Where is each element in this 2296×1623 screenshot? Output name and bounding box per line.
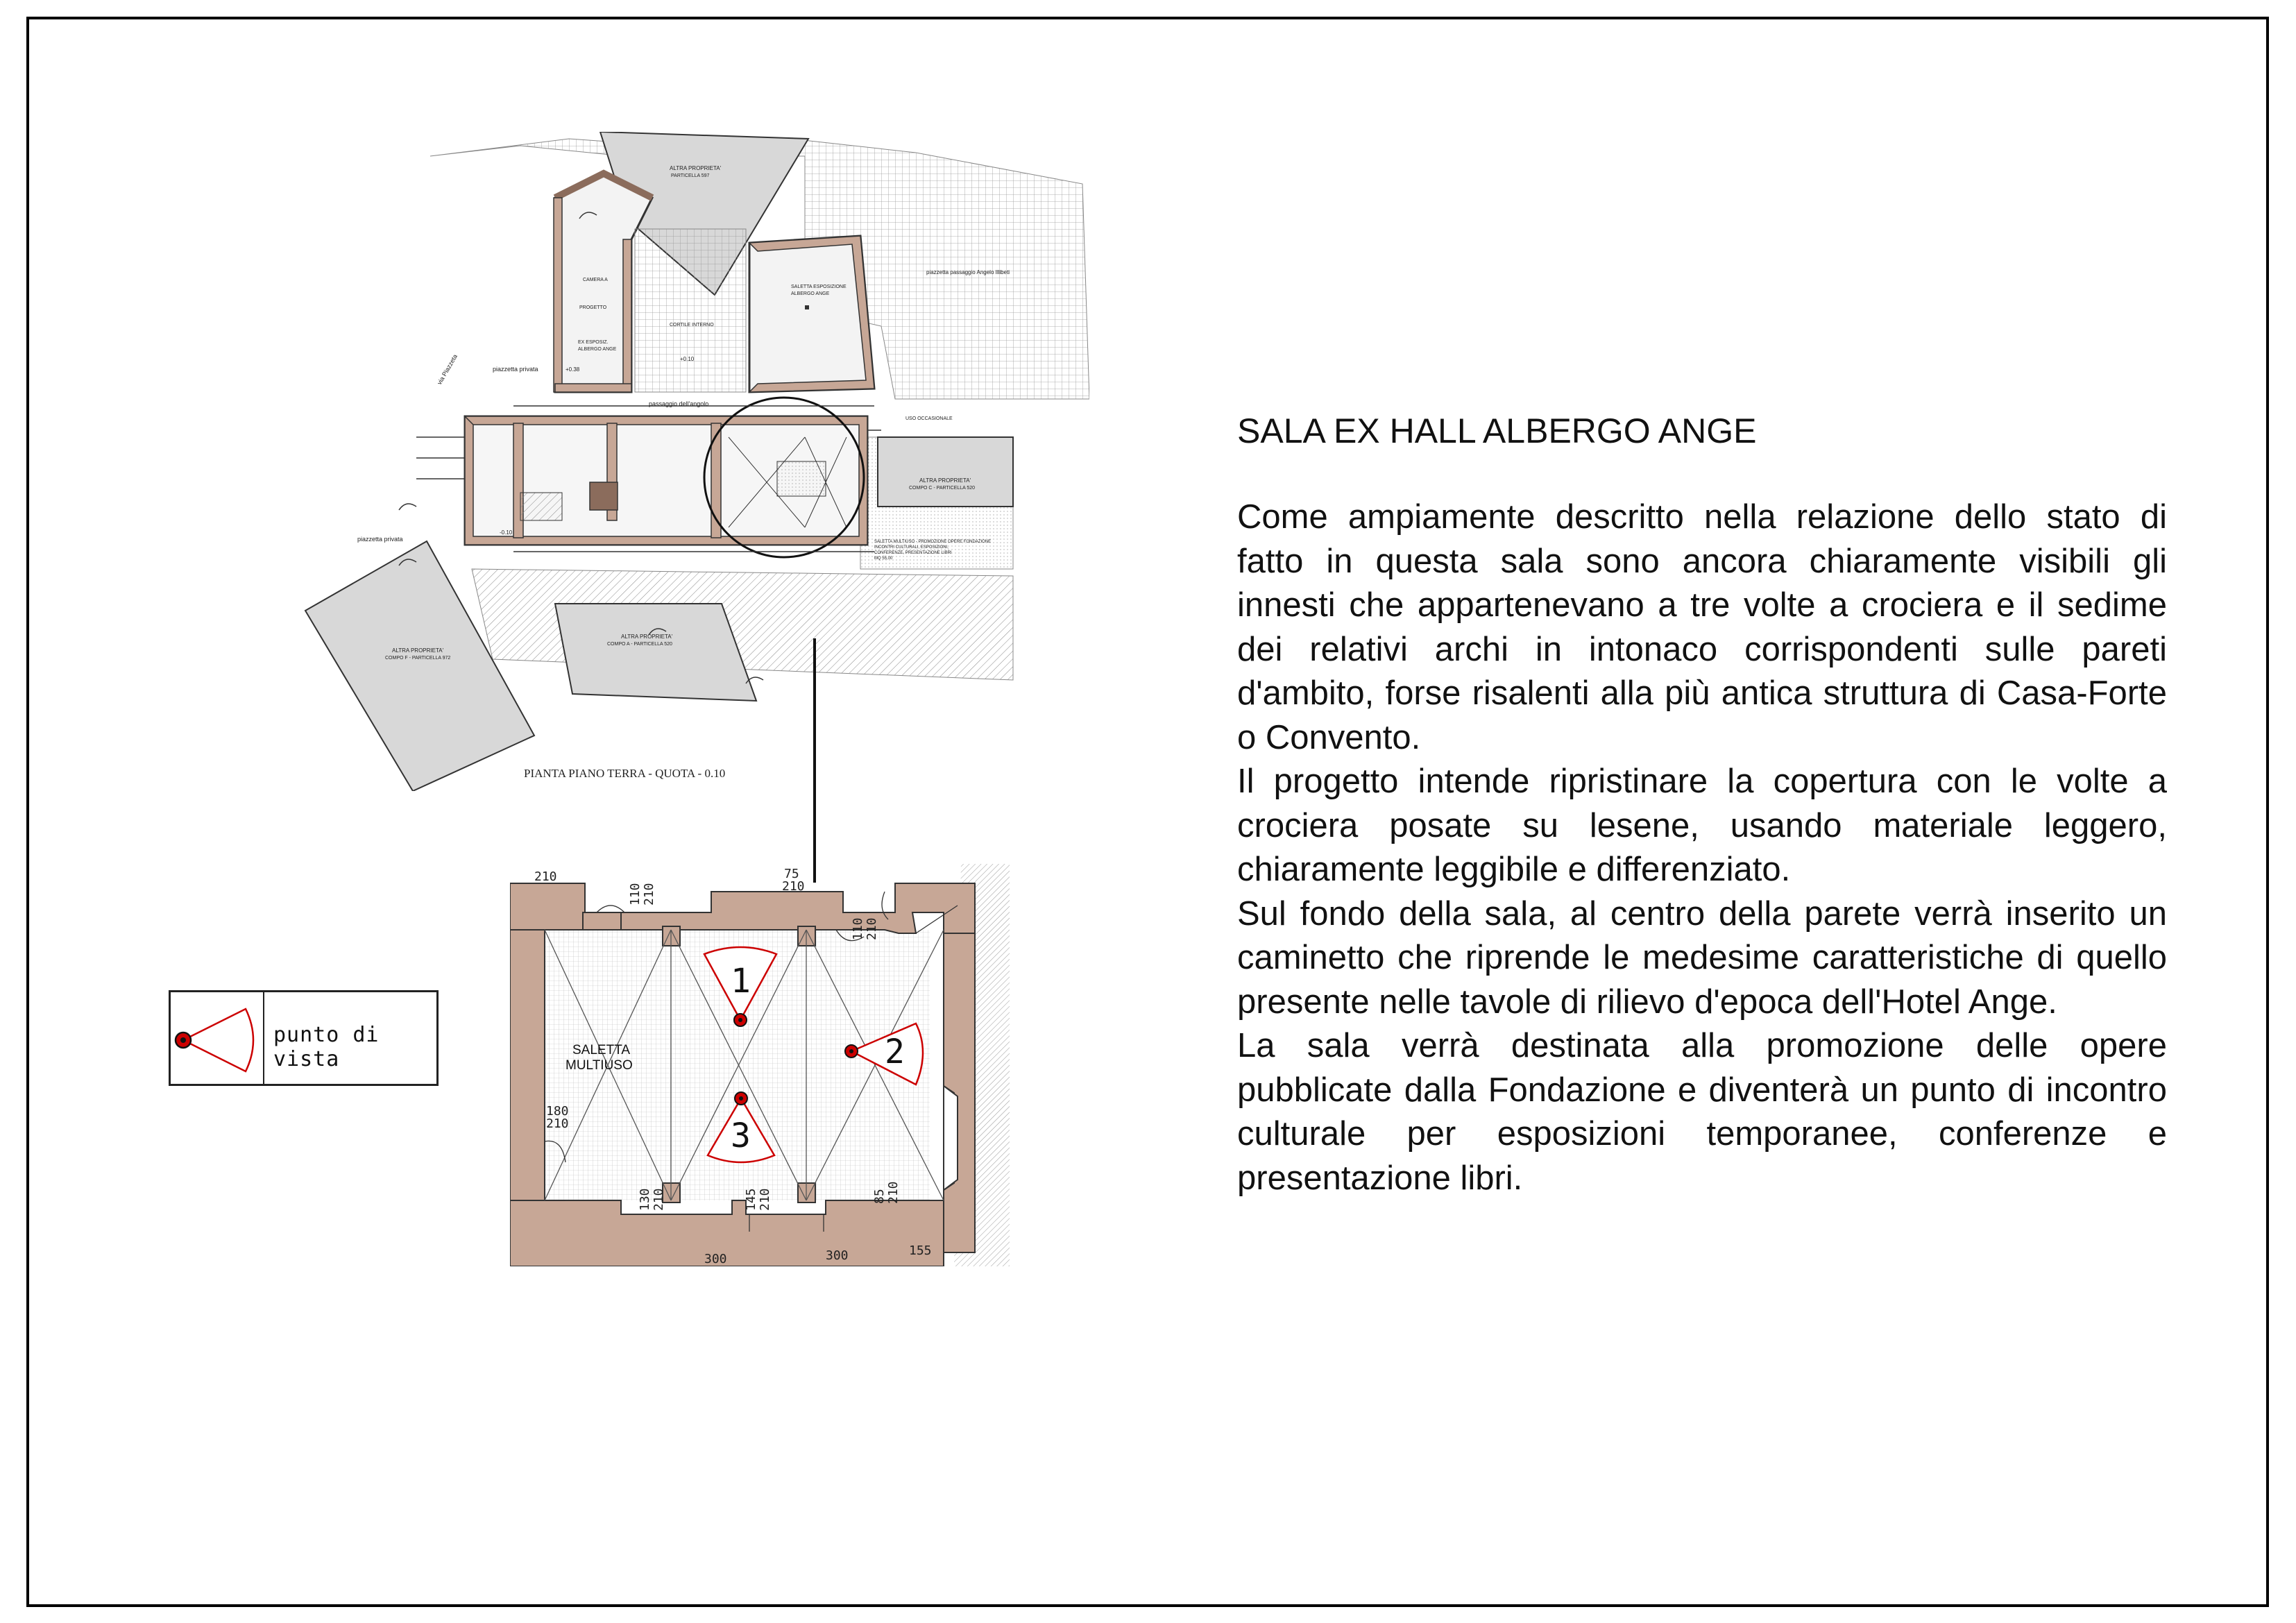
label-saletta-1: SALETTA MULTIUSO - PROMOZIONE OPERE FONDAZIONE (874, 540, 992, 544)
label-piazzetta-top: piazzetta passaggio Angelo Illibeti (926, 269, 1010, 275)
label-comp-a: COMPO A - PARTICELLA 520 (607, 642, 672, 647)
dim-210-b: 210 (642, 883, 656, 906)
label-cortile: CORTILE INTERNO (670, 323, 714, 328)
label-comp-f: COMPO F - PARTICELLA 972 (385, 656, 451, 661)
legend-divider (263, 992, 264, 1084)
paragraph-1: Come ampiamente descritto nella relazione dello stato di fatto in questa sala sono ancora chiaramente visibili gli innesti che appartenevano a tre volte a crociera e il sedime dei relativi archi in intonaco corrispondenti sulle pareti d'ambito, forse risalenti alla più antica struttura di Casa-Forte o Convento. (1237, 498, 2167, 756)
label-saletta-sup: MQ 55,00 (874, 556, 893, 561)
label-progetto: PROGETTO (579, 305, 607, 310)
description-text (1237, 495, 2167, 1200)
paragraph-2: Il progetto intende ripristinare la copertura con le volte a crociera posate su lesene, usando materiale leggero, chiaramente leggibile e differenziato. (1237, 763, 2167, 888)
dim-210-a: 210 (534, 869, 557, 884)
site-plan-ground-floor (291, 132, 1089, 791)
label-quota-3: -0.10 (500, 529, 513, 536)
room-label-line-1: SALETTA (572, 1043, 631, 1057)
label-quota-2: +0.10 (680, 356, 695, 362)
label-via: via Piazzeta (436, 352, 459, 386)
room-label-line-2: MULTIUSO (566, 1058, 633, 1073)
dim-210-h: 210 (652, 1188, 666, 1211)
dim-145: 145 (744, 1188, 758, 1211)
dim-130: 130 (638, 1188, 652, 1211)
label-ex-sezione: EX ESPOSIZ. (578, 340, 609, 345)
label-albergo: ALBERGO ANGE (578, 347, 617, 352)
viewpoint-legend-icon (171, 992, 263, 1088)
label-quota-1: +0.38 (566, 366, 580, 373)
label-saletta-esp: SALETTA ESPOSIZIONE (791, 284, 847, 289)
label-comp-c: COMPO C - PARTICELLA 520 (909, 486, 976, 491)
label-passaggio: passaggio dell'angolo (649, 400, 709, 407)
paragraph-3: Sul fondo della sala, al centro della parete verrà inserito un caminetto che riprende le medesime caratteristiche di quello presente nelle tavole di rilievo d'epoca dell'Hotel Ange. (1237, 894, 2167, 1021)
altra-proprieta-a-parcel (555, 604, 756, 701)
dim-85: 85 (872, 1189, 887, 1204)
detail-plan-saletta (510, 864, 1010, 1266)
label-camera-a: CAMERA A (583, 278, 608, 282)
label-saletta-3: CONFERENZE, PRESENTAZIONE LIBRI (874, 551, 952, 555)
dim-300-b: 300 (826, 1248, 849, 1263)
legend-box (169, 990, 439, 1086)
label-piazzetta-1: piazzetta privata (493, 366, 538, 373)
sheet-title: SALA EX HALL ALBERGO ANGE (1237, 411, 1757, 450)
fireplace-niche (944, 1086, 958, 1190)
label-uso-occ: USO OCCASIONALE (905, 416, 953, 421)
label-altra-proprieta-c: ALTRA PROPRIETA' (919, 477, 971, 484)
dim-180: 180 (546, 1104, 569, 1119)
label-albergo-2: ALBERGO ANGE (791, 291, 830, 296)
label-altra-proprieta-top: ALTRA PROPRIETA' (670, 165, 722, 171)
dim-75: 75 (784, 867, 799, 881)
dim-110-b: 110 (851, 917, 865, 940)
dim-210-f: 210 (758, 1188, 772, 1211)
label-piazzetta-2: piazzetta privata (357, 536, 403, 543)
dim-300-a: 300 (704, 1252, 727, 1266)
legend-label: punto di vista (273, 1023, 380, 1071)
viewpoint-3-label: 3 (731, 1116, 751, 1155)
dim-210-d: 210 (865, 917, 879, 940)
viewpoint-1-label: 1 (731, 962, 751, 1001)
viewpoint-2-label: 2 (885, 1033, 905, 1071)
dim-210-e: 210 (546, 1116, 569, 1131)
altra-proprieta-c-parcel (878, 437, 1013, 507)
dim-110: 110 (628, 883, 643, 906)
paragraph-4: La sala verrà destinata alla promozione delle opere pubblicate dalla Fondazione e diventerà un punto di incontro culturale per esposizioni temporanee, conferenze e presentazione libri. (1237, 1027, 2167, 1197)
label-particella-top: PARTICELLA 597 (671, 173, 710, 178)
dim-210-g: 210 (886, 1181, 901, 1204)
site-plan-caption: PIANTA PIANO TERRA - QUOTA - 0.10 (524, 767, 726, 780)
label-altra-proprieta-a: ALTRA PROPRIETA' (621, 634, 673, 640)
label-altra-proprieta-f: ALTRA PROPRIETA' (392, 647, 444, 654)
dim-155: 155 (909, 1243, 932, 1258)
label-saletta-2: INCONTRI CULTURALI, ESPOSIZIONI, (874, 545, 949, 550)
detail-connector-line (813, 638, 816, 883)
dim-210-c: 210 (782, 879, 805, 894)
